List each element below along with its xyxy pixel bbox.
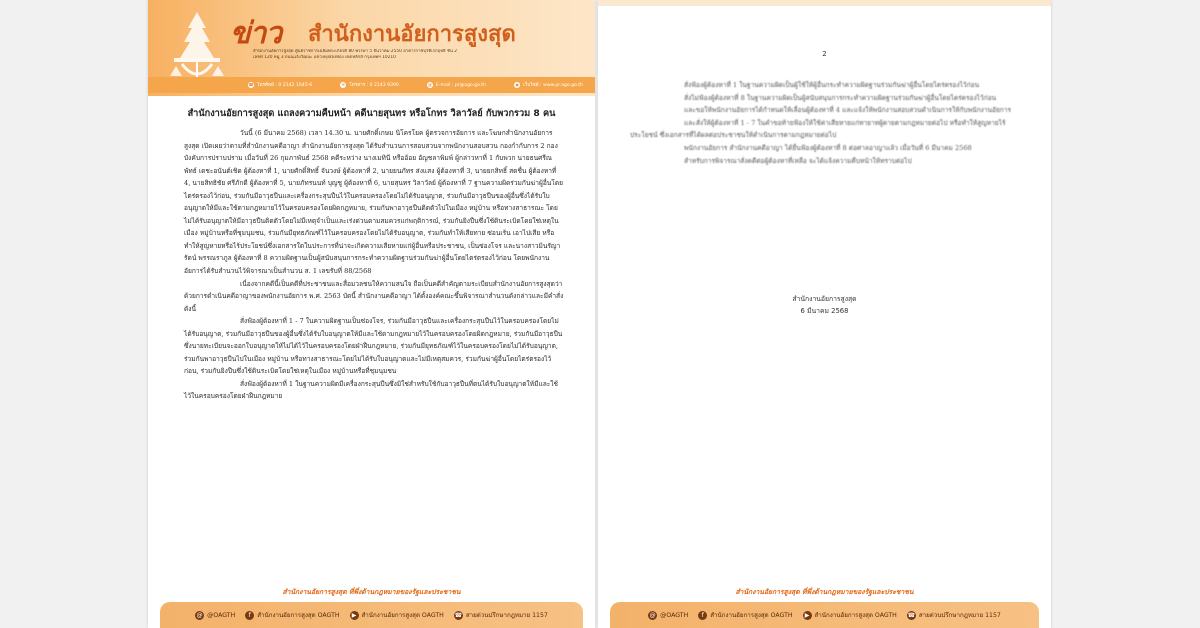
contact-email[interactable]: @ E-mail : pr@ago.go.th: [427, 82, 486, 88]
signoff-date: 6 มีนาคม 2568: [800, 307, 849, 315]
youtube-icon: ▶: [350, 611, 359, 620]
body-paragraph: วันนี้ (6 มีนาคม 2568) เวลา 14.30 น. นายศักดิ์เกษม นิโครโยค ผู้ตรวจการอัยการ และโฆษกสำนักงานอัยการสูงสุด เปิดเผยว่าตามที่สำนักงานคดีอาญา สำนักงานอัยการสูงสุด ได้รับสำนวนการสอบสวนจากพนักงานสอบสวน กองกำกับการ 2 กองบังคับการปราบปราม เมื่อวันที่ 26 กุมภาพันธ์ 2568 คดีระหว่าง นางเมทินี หรืออ้อย อัญชลาพิมพ์ ผู้กล่าวหาที่ 1 กับพวก นายธนศรีณพัทธ์ เดชะอนันต์เชิด ผู้ต้องหาที่ 1, นายศักดิ์สิทธิ์ จันวงษ์ ผู้ต้องหาที่ 2, นายยนภัทร ส่งแสง ผู้ต้องหาที่ 3, นายยกสิทธิ์ สดชื่น ผู้ต้องหาที่ 4, นายสิทธิชัย ศรีภักดี ผู้ต้องหาที่ 5, นายภัทรนนท์ บุญชู ผู้ต้องหาที่ 6, นายสุนทร วิลาวัลย์ ผู้ต้องหาที่ 7 ฐานความผิดร่วมกันฆ่าผู้อื่นโดยไตร่ตรองไว้ก่อน, ร่วมกันมีอาวุธปืนและเครื่องกระสุนปืนไว้ในครอบครองโดยไม่ได้รับอนุญาต, ร่วมกันมีอาวุธปืนของผู้อื่นซึ่งได้รับใบอนุญาตให้มีและใช้ตามกฎหมายไว้ในครอบครองโดยผิดกฎหมาย, ร่วมกันพาอาวุธปืนติดตัวไปในเมือง หมู่บ้าน หรือทางสาธารณะ โดยไม่ได้รับอนุญาตให้มีอาวุธปืนติดตัวโดยไม่มีเหตุจำเป็นและเร่งด่วนตามสมควรแก่พฤติการณ์, ร่วมกันยิงปืนซึ่งใช้ดินระเบิดโดยใช่เหตุในเมือง หมู่บ้านหรือที่ชุมนุมชน, ร่วมกันมียุทธภัณฑ์ไว้ในครอบครองโดยไม่ได้รับอนุญาต, ร่วมกันทำให้เสียทาย ซ่อนเร้น เอาไปเสีย หรือทำให้สูญหายหรือไร้ประโยชน์ซึ่งเอกสารใดในประการที่น่าจะเกิดความเสียหายแก่ผู้อื่นหรือประชาชน, เป็นซ่องโจร และนางสาวมินรัญารัตน์ พรรณราภูล ผู้ต้องหาที่ 8 ความผิดฐานเป็นผู้สนับสนุนการกระทำความผิดฐานร่วมกันฆ่าผู้อื่นโดยไตร่ตรองไว้ก่อน โดยพนักงานอัยการได้รับสำนวนไว้พิจารณาเป็นสำนวน ส. 1 เลขรับที่ 88/2568: [184, 129, 563, 276]
youtube-icon: ▶: [803, 611, 812, 620]
footer-facebook[interactable]: f สำนักงานอัยการสูงสุด OAGTH: [698, 610, 792, 620]
address-block: [253, 49, 583, 61]
page-number: 2: [822, 50, 827, 58]
facebook-icon: f: [245, 611, 254, 620]
org-wordmark: สำนักงานอัยการสูงสุด: [308, 22, 516, 47]
footer-hotline[interactable]: ☎ สายด่วนปรึกษากฎหมาย 1157: [454, 611, 548, 619]
contact-web[interactable]: ◉ เว็บไซต์ : www.pr.ago.go.th: [515, 82, 583, 88]
fax-icon: ✉: [341, 82, 346, 87]
body-paragraph: สั่งฟ้องผู้ต้องหาที่ 1 ในฐานความผิดมีเครื่องกระสุนปืนซึ่งมิใช่สำหรับใช้กับอาวุธปืนที่ตนได้รับใบอนุญาตให้มีและใช้ไว้ในครอบครองโดยฝ่าฝืนกฎหมาย: [184, 379, 558, 401]
footer-youtube[interactable]: ▶ สำนักงานอัยการสูงสุด OAGTH: [803, 610, 897, 620]
body-paragraph: สั่งฟ้องผู้ต้องหาที่ 1 ในฐานความผิดเป็นผู้ใช้ให้ผู้อื่นกระทำความผิดฐานร่วมกันฆ่าผู้อื่นโดยไตร่ตรองไว้ก่อน: [684, 81, 980, 89]
body-paragraph: สำหรับการพิจารณาสั่งคดีต่อผู้ต้องหาที่เหลือ จะได้แจ้งความคืบหน้าให้ทราบต่อไป: [684, 156, 912, 165]
contact-bar: [148, 77, 595, 93]
mail-icon: @: [427, 82, 432, 87]
phone-icon: ☎: [454, 611, 463, 619]
footer-bar: [160, 602, 583, 628]
press-release-body: [184, 127, 564, 403]
contact-fax: ✉ โทรสาร : 0 2143 9390: [341, 82, 399, 88]
footer-hotline[interactable]: ☎ สายด่วนปรึกษากฎหมาย 1157: [907, 611, 1001, 619]
address-line: สำนักงานอัยการสูงสุด ศูนย์ราชการเฉลิมพระเกียรติ 80 พรรษา 5 ธันวาคม 2550 อาคารราชบุรีดิเรกฤทธิ์ ชั้น 2: [253, 49, 458, 54]
at-icon: @: [649, 611, 656, 619]
press-release-body-continued: [630, 79, 1015, 167]
footer-twitter[interactable]: @ @OAGTH: [196, 611, 236, 619]
footer-slogan: สำนักงานอัยการสูงสุด ที่พึ่งด้านกฎหมายของรัฐและประชาชน: [282, 588, 461, 596]
document-page-1: [148, 0, 595, 628]
footer-twitter[interactable]: @ @OAGTH: [649, 611, 689, 619]
signoff-block: [598, 293, 1051, 317]
body-paragraph: สั่งไม่ฟ้องผู้ต้องหาที่ 8 ในฐานความผิดเป็นผู้สนับสนุนการกระทำความผิดฐานร่วมกันฆ่าผู้อื่นโดยไตร่ตรองไว้ก่อน: [684, 93, 997, 102]
top-strip: [598, 0, 1051, 6]
web-icon: ◉: [515, 82, 519, 87]
footer-youtube[interactable]: ▶ สำนักงานอัยการสูงสุด OAGTH: [350, 610, 444, 620]
phone-icon: ☎: [907, 611, 916, 619]
contact-phone: ☎ โทรศัพท์ : 0 2142 1645-6: [248, 82, 313, 88]
document-page-2: [598, 0, 1051, 628]
body-paragraph: และขอให้พนักงานอัยการได้กำหนดให้เลื่อนผู้ต้องหาที่ 4 และแจ้งให้พนักงานสอบสวนดำเนินการให้กับพนักงานอัยการ: [684, 106, 1012, 115]
footer-slogan: สำนักงานอัยการสูงสุด ที่พึ่งด้านกฎหมายของรัฐและประชาชน: [735, 588, 914, 596]
footer-facebook[interactable]: f สำนักงานอัยการสูงสุด OAGTH: [245, 610, 339, 620]
signoff-org: สำนักงานอัยการสูงสุด: [792, 295, 857, 303]
address-line: เลขที่ 120 หมู่ 3 ถนนแจ้งวัฒนะ แขวงทุ่งสองห้อง เขตหลักสี่ กรุงเทพฯ 10210: [253, 55, 396, 60]
body-paragraph: เนื่องจากคดีนี้เป็นคดีที่ประชาชนและสื่อมวลชนให้ความสนใจ ถือเป็นคดีสำคัญตามระเบียบสำนักงานอัยการสูงสุดว่าด้วยการดำเนินคดีอาญาของพนักงานอัยการ พ.ศ. 2563 บัดนี้ สำนักงานคดีอาญา ได้ตั้งองค์คณะขึ้นพิจารณาสำนวนดังกล่าวและมีคำสั่งดังนี้: [184, 279, 564, 313]
facebook-icon: f: [698, 611, 707, 620]
phone-icon: ☎: [248, 82, 254, 87]
header-banner: [148, 0, 595, 96]
body-paragraph: และสั่งให้ผู้ต้องหาที่ 1 - 7 ในคำขอท้ายฟ้องให้ใช้ค่าเสียหายแก่ทายาทผู้ตายตามกฎหมายต่อไป หรือทำให้สูญหายไร้ประโยชน์ ซึ่งเอกสารที่ได้ผลต่อประชาชนให้ดำเนินการตามกฎหมายต่อไป: [630, 118, 1006, 140]
ago-emblem-icon: [162, 8, 232, 88]
at-icon: @: [196, 611, 203, 619]
news-wordmark: ข่าว: [230, 16, 282, 51]
body-paragraph: พนักงานอัยการ สำนักงานคดีอาญา ได้ยื่นฟ้องผู้ต้องหาที่ 8 ต่อศาลอาญาแล้ว เมื่อวันที่ 6 มีนาคม 2568: [684, 143, 972, 152]
page-title: สำนักงานอัยการสูงสุด แถลงความคืบหน้า คดีนายสุนทร หรือโกทร วิลาวัลย์ กับพวกรวม 8 คน: [187, 108, 556, 119]
body-paragraph: สั่งฟ้องผู้ต้องหาที่ 1 - 7 ในความผิดฐานเป็นซ่องโจร, ร่วมกันมีอาวุธปืนและเครื่องกระสุนปืนไว้ในครอบครองโดยไม่ได้รับอนุญาต, ร่วมกันมีอาวุธปืนของผู้อื่นซึ่งได้รับใบอนุญาตให้มีและใช้ตามกฎหมายไว้ในครอบครองโดยผิดกฎหมาย, ร่วมกันมีอาวุธปืนซึ่งนายทะเบียนจะออกใบอนุญาตให้ไม่ได้ไว้ในครอบครองโดยฝ่าฝืนกฎหมาย, ร่วมกันมียุทธภัณฑ์ไว้ในครอบครองโดยไม่ได้รับอนุญาต, ร่วมกันพาอาวุธปืนไปในเมือง หมู่บ้าน หรือทางสาธารณะโดยไม่ได้รับใบอนุญาตและไม่มีเหตุสมควร, ร่วมกันฆ่าผู้อื่นโดยไตร่ตรองไว้ก่อน, ร่วมกันยิงปืนซึ่งใช้ดินระเบิดโดยใช่เหตุในเมือง หมู่บ้านหรือที่ชุมนุมชน: [184, 317, 563, 376]
footer-bar: [610, 602, 1039, 628]
